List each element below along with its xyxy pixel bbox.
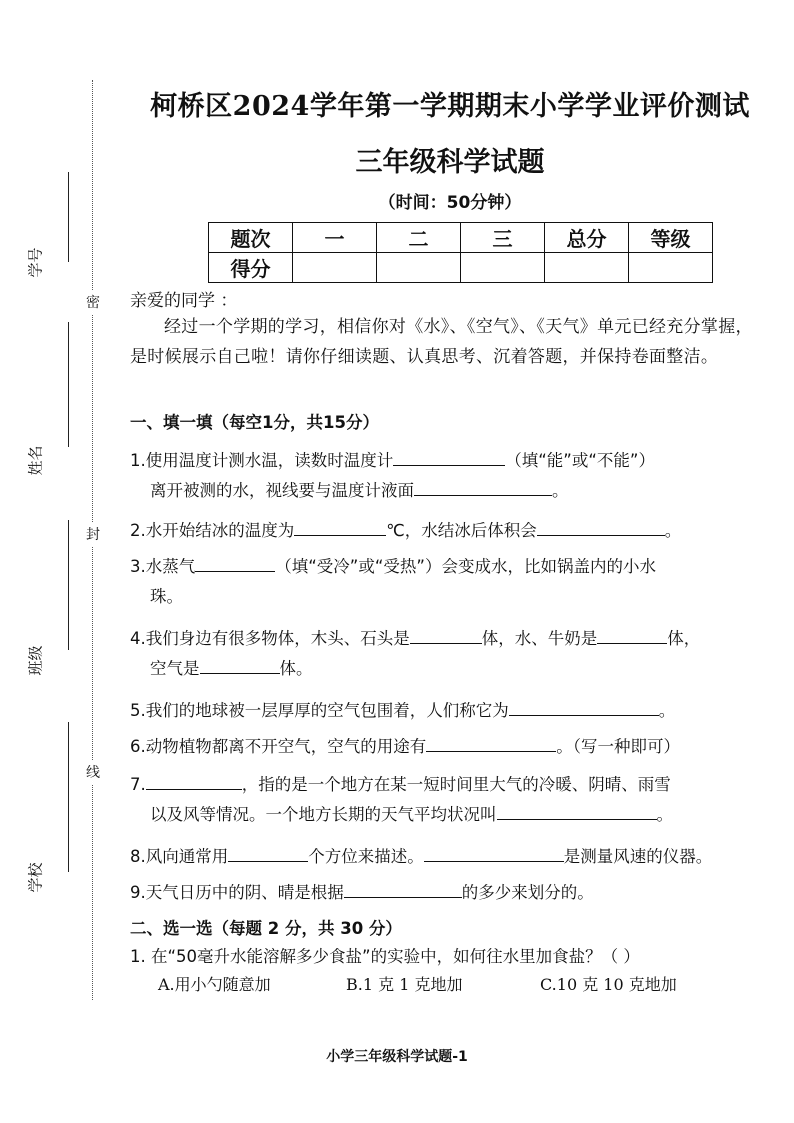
exam-subtitle: 三年级科学试题 [355, 147, 545, 178]
answer-blank[interactable] [195, 553, 275, 572]
student-id-label: 学号 [26, 247, 45, 278]
score-cell[interactable] [629, 253, 713, 283]
answer-blank[interactable] [426, 733, 556, 752]
score-header-cell: 二 [377, 223, 461, 253]
name-line [68, 322, 69, 447]
exam-time: （时间：50分钟） [378, 193, 522, 213]
answer-blank[interactable] [414, 477, 552, 496]
answer-blank[interactable] [228, 843, 308, 862]
school-field [20, 722, 70, 892]
name-label: 姓名 [26, 445, 45, 476]
choice-options [158, 972, 677, 995]
score-header-cell: 题次 [209, 223, 293, 253]
school-line [68, 722, 69, 872]
answer-blank[interactable] [509, 697, 659, 716]
score-header-cell: 等级 [629, 223, 713, 253]
choice-question-1: 1. 在“50毫升水能溶解多少食盐”的实验中，如何往水里加食盐？（ ） [130, 947, 640, 966]
score-cell[interactable] [293, 253, 377, 283]
answer-blank[interactable] [146, 771, 242, 790]
score-header-cell: 一 [293, 223, 377, 253]
page-footer: 小学三年级科学试题-1 [326, 1049, 468, 1065]
answer-blank[interactable] [410, 625, 482, 644]
answer-blank[interactable] [597, 625, 667, 644]
score-cell[interactable] [377, 253, 461, 283]
question-3: 3.水蒸气 （填“受冷”或“受热”）会变成水，比如锅盖内的小水 珠。 [130, 552, 790, 612]
score-header-cell: 总分 [545, 223, 629, 253]
school-label: 学校 [26, 862, 45, 893]
answer-blank[interactable] [537, 517, 665, 536]
option-a[interactable]: A.用小勺随意加 [158, 975, 271, 994]
seal-char-mi: 密 [86, 290, 100, 314]
question-4: 4.我们身边有很多物体，木头、石头是 体，水、牛奶是 体， 空气是 体。 [130, 624, 790, 684]
score-header-row [209, 223, 713, 253]
section2-title: 二、选一选（每题 2 分，共 30 分） [130, 919, 402, 938]
seal-char-feng: 封 [86, 522, 100, 546]
option-c[interactable]: C.10 克 10 克地加 [540, 975, 677, 994]
student-id-field [20, 172, 70, 282]
exam-title: 柯桥区2024学年第一学期期末小学学业评价测试 [150, 91, 750, 122]
section1-title: 一、填一填（每空1分，共15分） [130, 413, 379, 432]
score-table [208, 222, 713, 283]
class-line [68, 520, 69, 650]
class-label: 班级 [26, 645, 45, 676]
score-header-cell: 三 [461, 223, 545, 253]
answer-blank[interactable] [344, 879, 462, 898]
question-7: 7. ，指的是一个地方在某一短时间里大气的冷暖、阴晴、雨雪 以及风等情况。一个地方长期的天气平均状况叫 。 [130, 770, 790, 830]
score-row-label: 得分 [209, 253, 293, 283]
name-field [20, 322, 70, 476]
question-2: 2.水开始结冰的温度为 ℃，水结冰后体积会 。 [130, 516, 790, 546]
question-1: 1.使用温度计测水温，读数时温度计 （填“能”或“不能”） 离开被测的水，视线要与温度计液面 。 [130, 446, 790, 506]
answer-blank[interactable] [294, 517, 386, 536]
score-value-row [209, 253, 713, 283]
score-cell[interactable] [545, 253, 629, 283]
seal-char-xian: 线 [86, 760, 100, 784]
answer-blank[interactable] [424, 843, 564, 862]
answer-blank[interactable] [393, 447, 505, 466]
question-8: 8.风向通常用 个方位来描述。 是测量风速的仪器。 [130, 842, 790, 872]
answer-blank[interactable] [200, 655, 280, 674]
question-9: 9.天气日历中的阴、晴是根据 的多少来划分的。 [130, 878, 790, 908]
intro-paragraph: 经过一个学期的学习，相信你对《水》、《空气》、《天气》单元已经充分掌握，是时候展示自己啦！请你仔细读题、认真思考、沉着答题，并保持卷面整洁。 [130, 317, 753, 367]
score-cell[interactable] [461, 253, 545, 283]
answer-blank[interactable] [497, 801, 657, 820]
class-field [20, 520, 70, 676]
option-b[interactable]: B.1 克 1 克地加 [346, 975, 463, 994]
student-id-line [68, 172, 69, 262]
greeting: 亲爱的同学 ： [130, 291, 238, 311]
question-5: 5.我们的地球被一层厚厚的空气包围着，人们称它为 。 [130, 696, 790, 726]
question-6: 6.动物植物都离不开空气，空气的用途有 。（写一种即可） [130, 732, 790, 762]
